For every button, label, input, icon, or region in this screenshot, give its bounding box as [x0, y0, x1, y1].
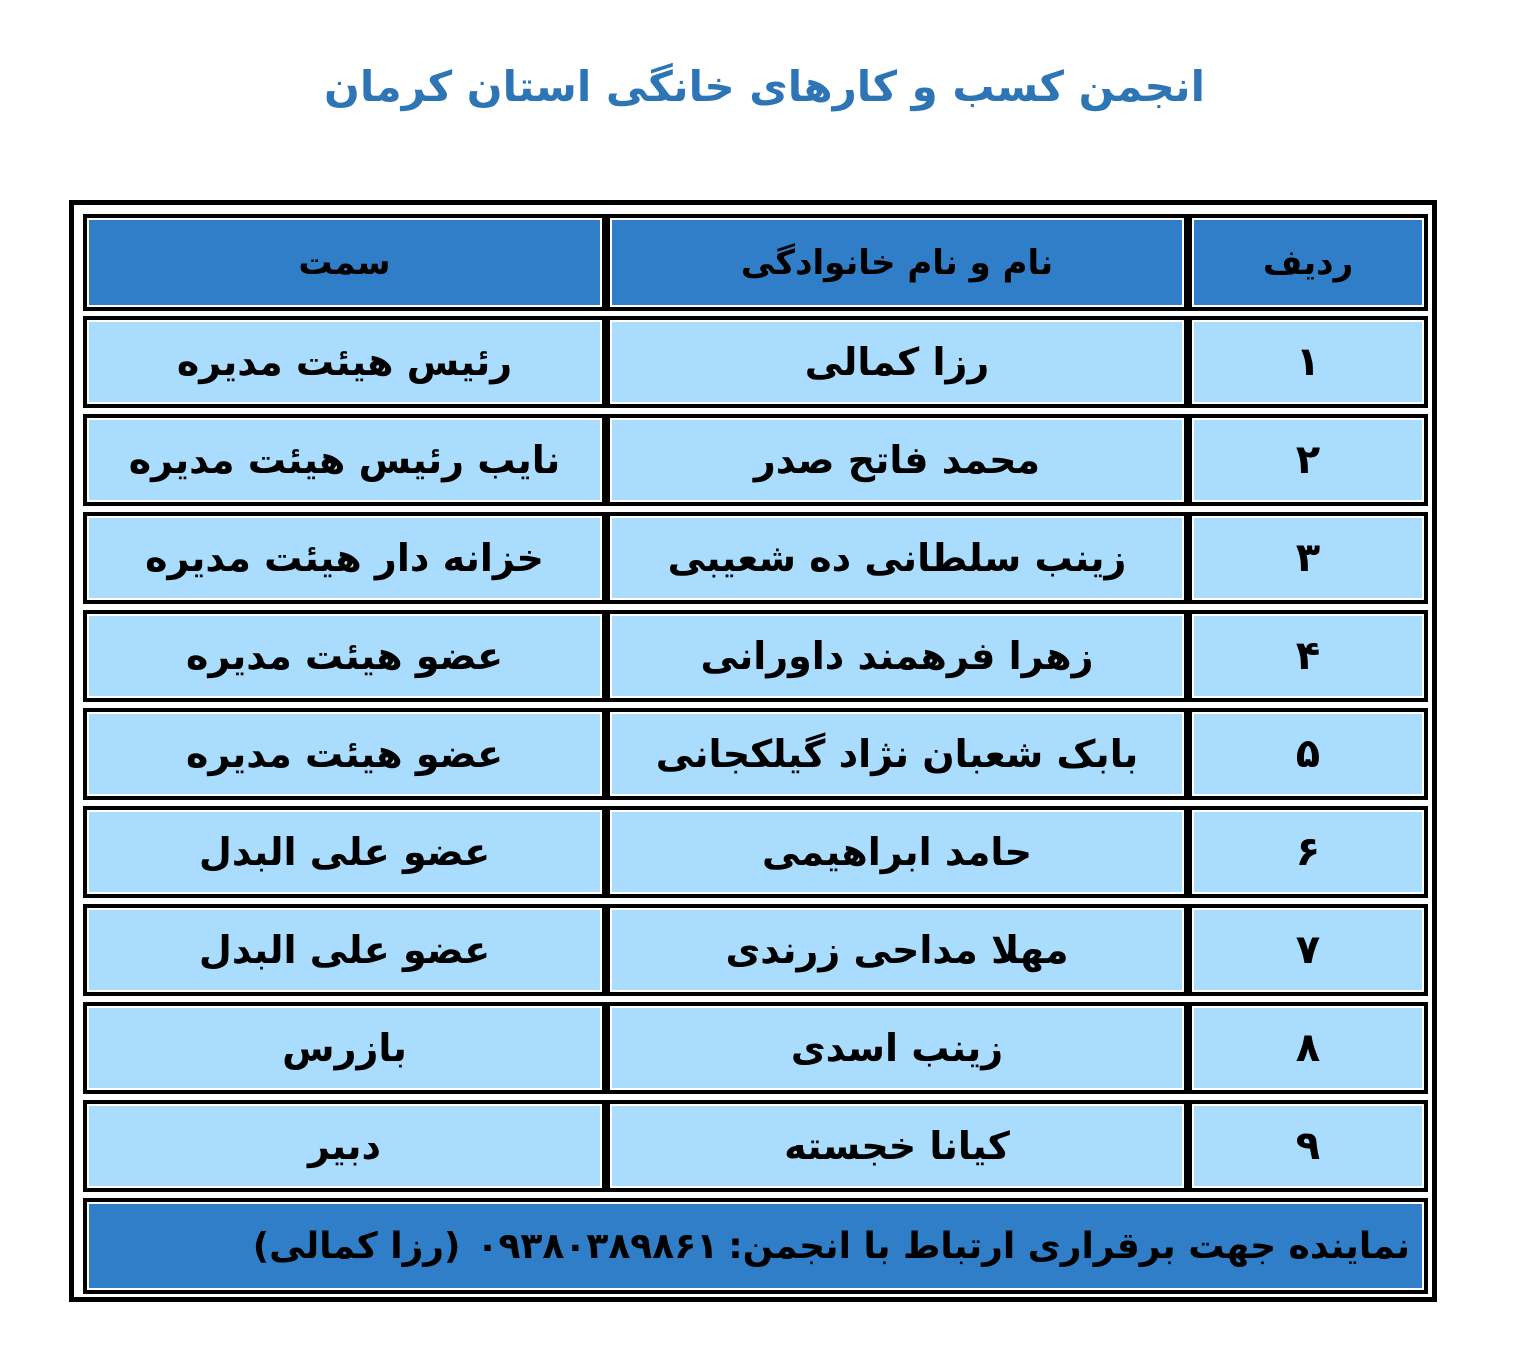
row-4-position: عضو هیئت مدیره: [83, 610, 606, 702]
row-3-position: خزانه دار هیئت مدیره: [83, 512, 606, 604]
header-position: سمت: [83, 214, 606, 311]
row-1-name: رزا کمالی: [606, 316, 1188, 408]
row-4-number: ۴: [1188, 610, 1428, 702]
row-8-name: زینب اسدی: [606, 1002, 1188, 1094]
header-full-name: نام و نام خانوادگی: [606, 214, 1188, 311]
page-title: انجمن کسب و کارهای خانگی استان کرمان: [324, 62, 1205, 111]
row-1-position: رئیس هیئت مدیره: [83, 316, 606, 408]
row-7-position: عضو علی البدل: [83, 904, 606, 996]
row-5-number: ۵: [1188, 708, 1428, 800]
row-5-name: بابک شعبان نژاد گیلکجانی: [606, 708, 1188, 800]
row-6-name: حامد ابراهیمی: [606, 806, 1188, 898]
header-row-number: ردیف: [1188, 214, 1428, 311]
row-9-name: کیانا خجسته: [606, 1100, 1188, 1192]
row-2-number: ۲: [1188, 414, 1428, 506]
contact-footer: [83, 1198, 1428, 1294]
row-9-position: دبیر: [83, 1100, 606, 1192]
row-4-name: زهرا فرهمند داورانی: [606, 610, 1188, 702]
row-3-number: ۳: [1188, 512, 1428, 604]
row-2-position: نایب رئیس هیئت مدیره: [83, 414, 606, 506]
row-2-name: محمد فاتح صدر: [606, 414, 1188, 506]
row-8-position: بازرس: [83, 1002, 606, 1094]
members-table: [69, 200, 1437, 1302]
contact-name: (رزا کمالی): [252, 1225, 461, 1267]
row-5-position: عضو هیئت مدیره: [83, 708, 606, 800]
row-6-number: ۶: [1188, 806, 1428, 898]
row-7-name: مهلا مداحی زرندی: [606, 904, 1188, 996]
row-3-name: زینب سلطانی ده شعیبی: [606, 512, 1188, 604]
row-8-number: ۸: [1188, 1002, 1428, 1094]
row-1-number: ۱: [1188, 316, 1428, 408]
row-9-number: ۹: [1188, 1100, 1428, 1192]
row-6-position: عضو علی البدل: [83, 806, 606, 898]
contact-phone: ۰۹۳۸۰۳۸۹۸۶۱: [476, 1225, 719, 1267]
row-7-number: ۷: [1188, 904, 1428, 996]
contact-label: نماینده جهت برقراری ارتباط با انجمن:: [728, 1225, 1410, 1267]
